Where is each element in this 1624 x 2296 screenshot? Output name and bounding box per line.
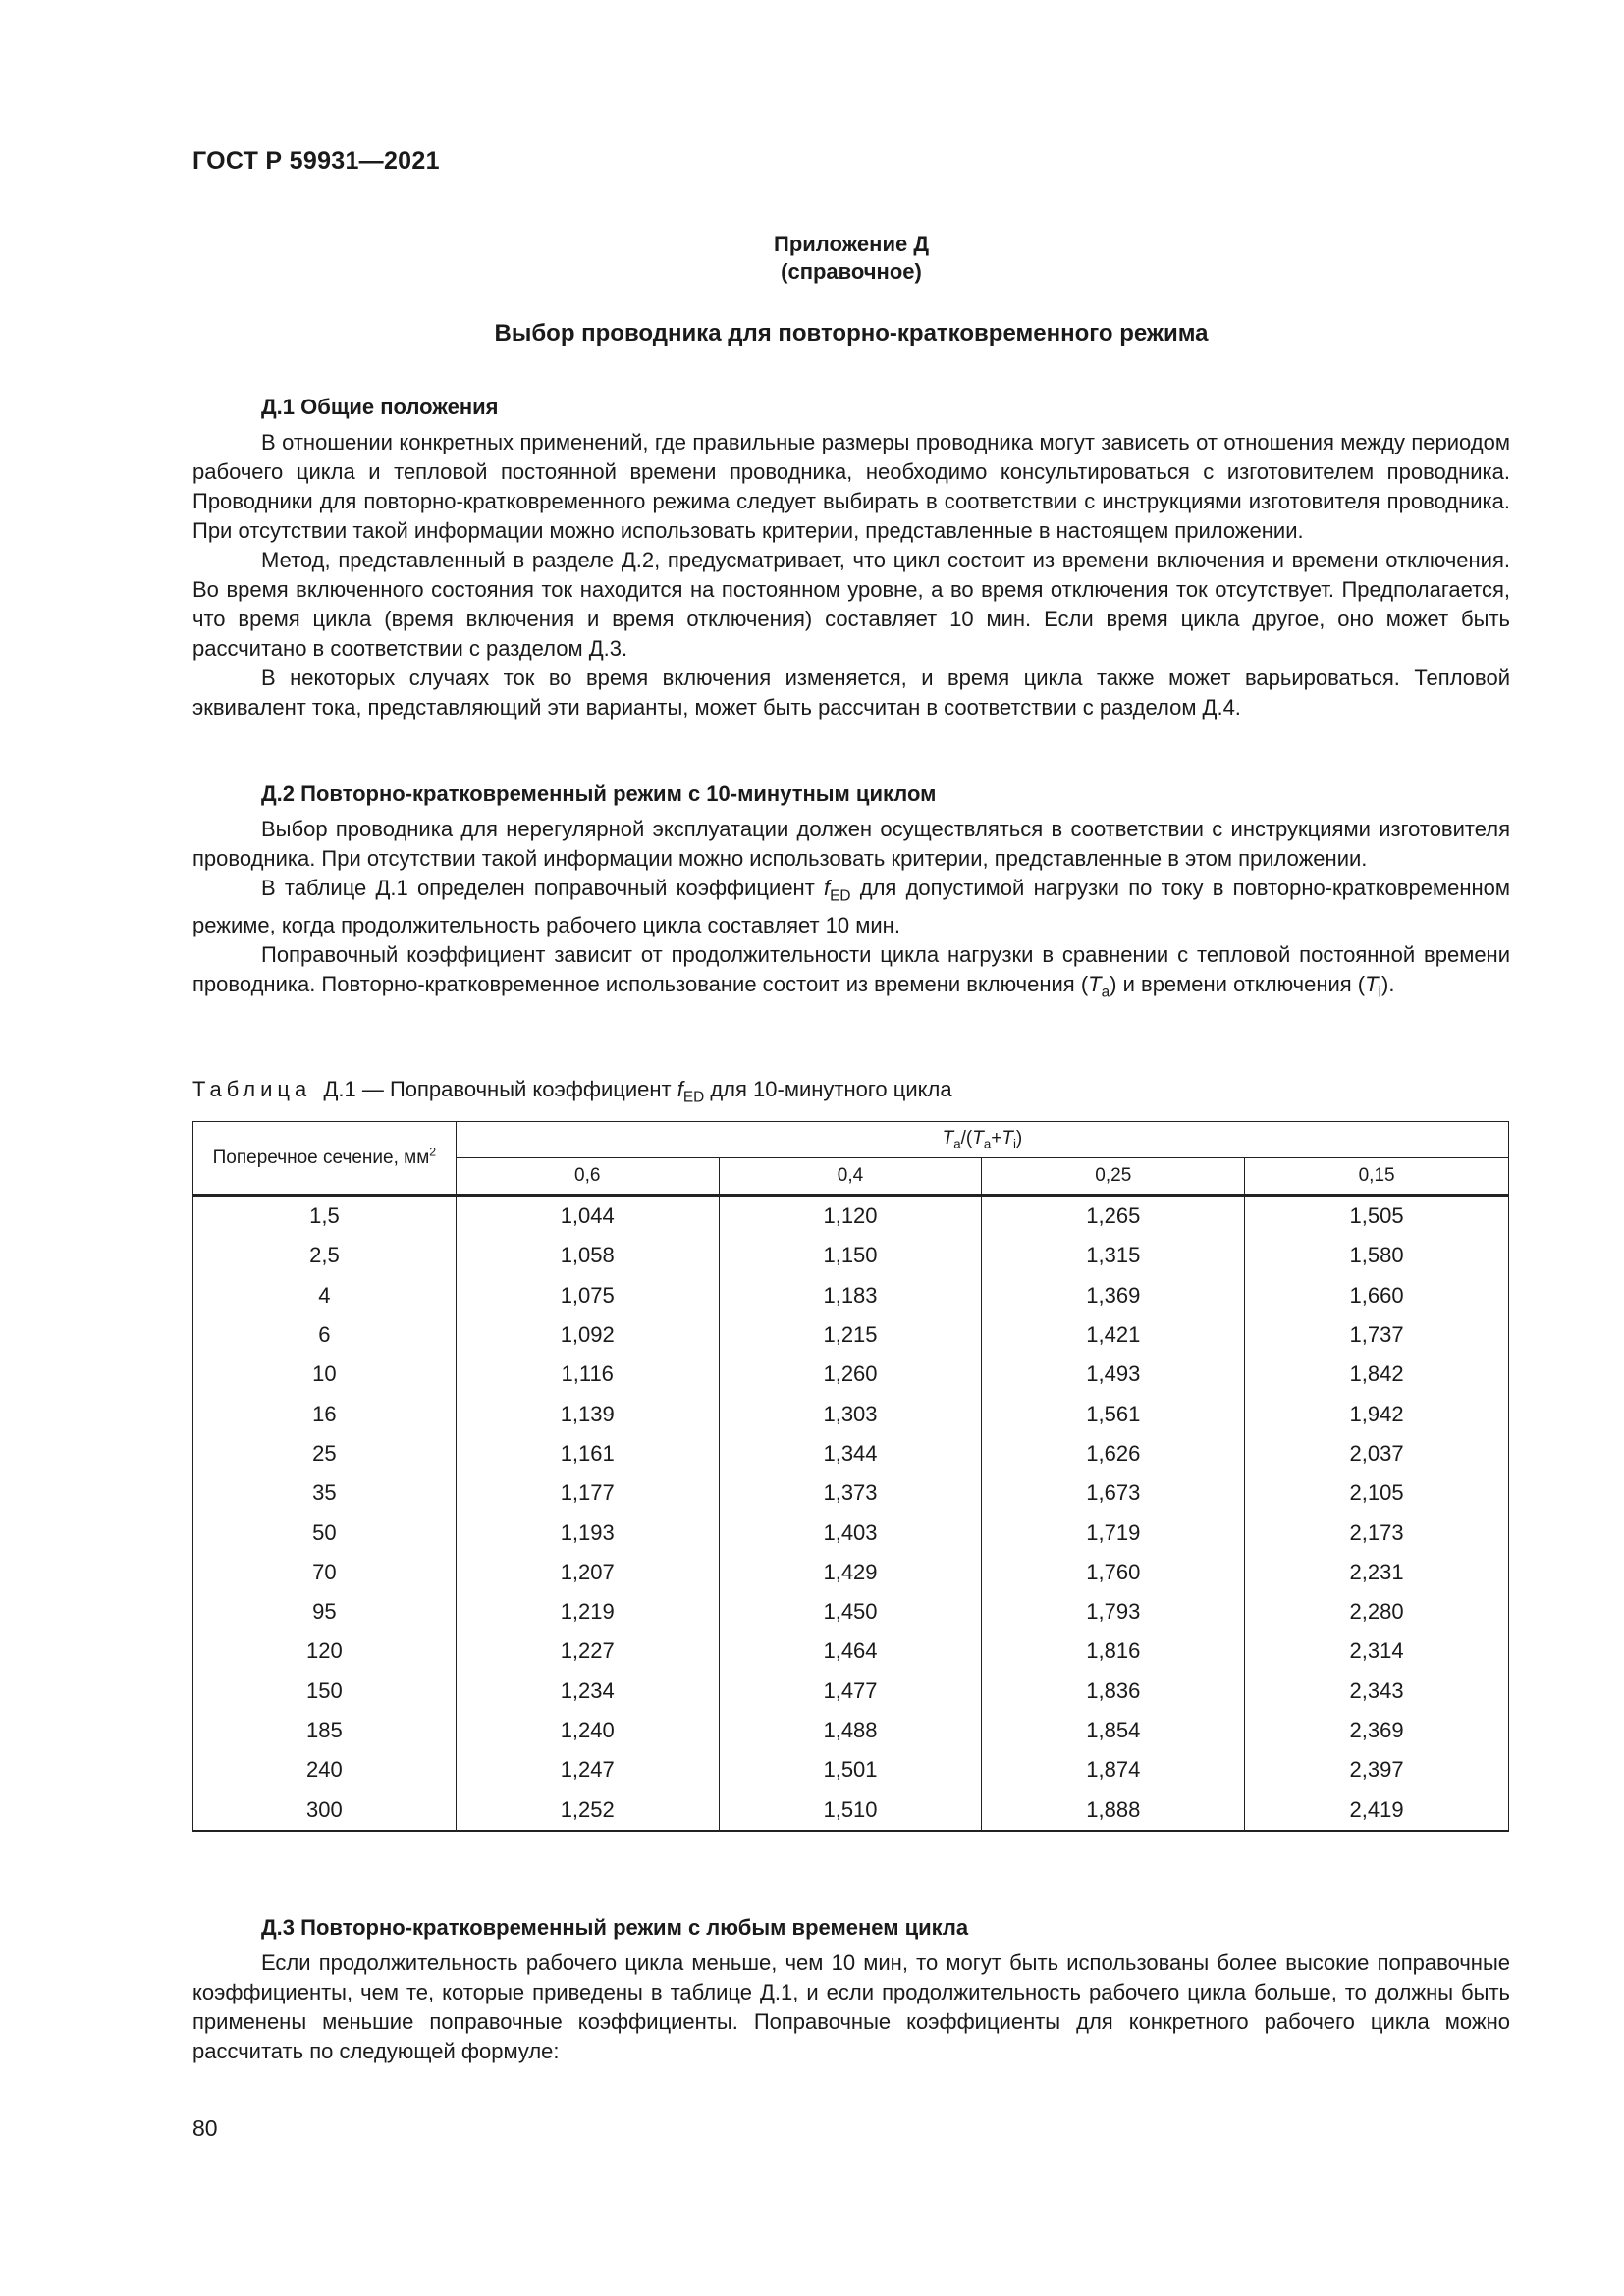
table-row (193, 1789, 1509, 1830)
annex-main-title: Выбор проводника для повторно-кратковременного режима (494, 320, 1209, 347)
section-heading: Д.3 Повторно-кратковременный режим с любым временем цикла (261, 1915, 969, 1940)
table-row (193, 1513, 1509, 1552)
cell-correction-factor: 1,510 (719, 1789, 982, 1830)
annex-title: Приложение Д (774, 232, 929, 256)
variable-t: T (942, 1128, 954, 1149)
header-ratio (456, 1122, 1508, 1158)
variable-subscript: a (953, 1136, 961, 1151)
paragraph: Метод, представленный в разделе Д.2, предусматривает, что цикл состоит из времени включения и времени отключения. Во время включенного состояния ток находится на постоянном уровне, а во время отключения ток отсутствует. Предполагается, что время цикла (время включения и время отключения) составляет 10 мин. Если время цикла другое, оно может быть рассчитано в соответствии с разделом Д.3. (192, 548, 1510, 661)
annex-status: (справочное) (781, 259, 922, 284)
cell-correction-factor: 1,561 (982, 1394, 1245, 1433)
cell-correction-factor: 1,450 (719, 1592, 982, 1631)
standard-header: ГОСТ Р 59931—2021 (192, 147, 440, 175)
cell-correction-factor: 1,193 (456, 1513, 719, 1552)
cell-correction-factor: 1,075 (456, 1276, 719, 1315)
cell-cross-section: 1,5 (193, 1196, 457, 1237)
cell-correction-factor: 1,369 (982, 1276, 1245, 1315)
cell-correction-factor: 1,842 (1245, 1355, 1509, 1394)
cell-correction-factor: 1,719 (982, 1513, 1245, 1552)
header-ratio-value: 0,6 (456, 1158, 719, 1196)
cell-correction-factor: 1,207 (456, 1553, 719, 1592)
cell-cross-section: 150 (193, 1672, 457, 1711)
table-row (193, 1473, 1509, 1513)
variable-t: T (1365, 972, 1379, 997)
text-run: для допустимой нагрузки по току в повторно-кратковременном режиме, когда продолжительность рабочего цикла составляет 10 мин. (192, 876, 1510, 938)
text-run: ) (1015, 1128, 1023, 1149)
cell-correction-factor: 1,493 (982, 1355, 1245, 1394)
cell-correction-factor: 1,247 (456, 1750, 719, 1789)
cell-correction-factor: 1,403 (719, 1513, 982, 1552)
cell-correction-factor: 1,793 (982, 1592, 1245, 1631)
table-row (193, 1711, 1509, 1750)
header-cross-section (193, 1122, 457, 1196)
cell-correction-factor: 1,580 (1245, 1236, 1509, 1275)
cell-correction-factor: 1,488 (719, 1711, 982, 1750)
cell-cross-section: 16 (193, 1394, 457, 1433)
cell-correction-factor: 1,252 (456, 1789, 719, 1830)
cell-correction-factor: 1,874 (982, 1750, 1245, 1789)
paragraph: Если продолжительность рабочего цикла меньше, чем 10 мин, то могут быть использованы более высокие поправочные коэффициенты, чем те, которые приведены в таблице Д.1, и если продолжительность рабочего цикла больше, то должны быть применены меньшие поправочные коэффициенты. Поправочные коэффициенты для конкретного рабочего цикла можно рассчитать по следующей формуле: (192, 1950, 1510, 2063)
cell-correction-factor: 1,265 (982, 1196, 1245, 1237)
cell-correction-factor: 1,183 (719, 1276, 982, 1315)
cell-correction-factor: 2,314 (1245, 1631, 1509, 1671)
cell-correction-factor: 2,037 (1245, 1434, 1509, 1473)
table-row (193, 1315, 1509, 1355)
cell-correction-factor: 1,177 (456, 1473, 719, 1513)
section-d2 (192, 779, 1510, 1008)
cell-cross-section: 4 (193, 1276, 457, 1315)
paragraph (192, 940, 1510, 1007)
table-row (193, 1394, 1509, 1433)
variable-t: T (1088, 972, 1102, 997)
cell-correction-factor: 2,419 (1245, 1789, 1509, 1830)
text-run: /( (960, 1128, 973, 1149)
table-row (193, 1196, 1509, 1237)
cell-correction-factor: 1,854 (982, 1711, 1245, 1750)
cell-correction-factor: 1,464 (719, 1631, 982, 1671)
variable-subscript: a (1101, 984, 1110, 1001)
header-ratio-value: 0,25 (982, 1158, 1245, 1196)
variable-t: T (1001, 1128, 1013, 1149)
cell-correction-factor: 1,373 (719, 1473, 982, 1513)
cell-correction-factor: 1,058 (456, 1236, 719, 1275)
variable-subscript: i (1012, 1136, 1016, 1151)
cell-correction-factor: 2,343 (1245, 1672, 1509, 1711)
table-caption (192, 1077, 952, 1106)
text-run: для 10-минутного цикла (704, 1077, 952, 1101)
variable-subscript: ED (830, 887, 851, 905)
cell-correction-factor: 1,477 (719, 1672, 982, 1711)
cell-correction-factor: 2,231 (1245, 1553, 1509, 1592)
table-row (193, 1276, 1509, 1315)
cell-cross-section: 120 (193, 1631, 457, 1671)
cell-correction-factor: 1,626 (982, 1434, 1245, 1473)
cell-correction-factor: 1,044 (456, 1196, 719, 1237)
cell-correction-factor: 1,260 (719, 1355, 982, 1394)
cell-correction-factor: 2,280 (1245, 1592, 1509, 1631)
text-run: Д.1 — Поправочный коэффициент (323, 1077, 677, 1101)
paragraph: Выбор проводника для нерегулярной эксплуатации должен осуществляться в соответствии с инструкциями изготовителя проводника. При отсутствии такой информации можно использовать критерии, представленные в этом приложении. (192, 817, 1510, 871)
cell-correction-factor: 1,737 (1245, 1315, 1509, 1355)
cell-cross-section: 70 (193, 1553, 457, 1592)
page-number: 80 (192, 2115, 218, 2141)
correction-factor-table (192, 1121, 1509, 1832)
cell-correction-factor: 1,139 (456, 1394, 719, 1433)
cell-correction-factor: 2,397 (1245, 1750, 1509, 1789)
cell-cross-section: 50 (193, 1513, 457, 1552)
cell-correction-factor: 2,105 (1245, 1473, 1509, 1513)
paragraph: В некоторых случаях ток во время включения изменяется, и время цикла также может варьироваться. Тепловой эквивалент тока, представляющий эти варианты, может быть рассчитан в соответствии с разделом Д.4. (192, 666, 1510, 720)
cell-cross-section: 35 (193, 1473, 457, 1513)
table-row (193, 1553, 1509, 1592)
cell-correction-factor: 1,942 (1245, 1394, 1509, 1433)
cell-correction-factor: 1,215 (719, 1315, 982, 1355)
section-heading: Д.1 Общие положения (261, 395, 499, 419)
text-run: + (991, 1128, 1002, 1149)
variable-f: f (824, 876, 831, 900)
variable-subscript: ED (682, 1089, 705, 1106)
table-row (193, 1631, 1509, 1671)
cell-correction-factor: 1,505 (1245, 1196, 1509, 1237)
superscript: 2 (429, 1145, 437, 1159)
text-run: ) и времени отключения ( (1110, 972, 1366, 997)
table-row (193, 1236, 1509, 1275)
cell-correction-factor: 2,369 (1245, 1711, 1509, 1750)
paragraph: В отношении конкретных применений, где правильные размеры проводника могут зависеть от отношения между периодом рабочего цикла и тепловой постоянной времени проводника, необходимо консультироваться с изготовителем проводника. Проводники для повторно-кратковременного режима следует выбирать в соответствии с инструкциями изготовителя проводника. При отсутствии такой информации можно использовать критерии, представленные в настоящем приложении. (192, 430, 1510, 543)
cell-correction-factor: 1,227 (456, 1631, 719, 1671)
variable-subscript: a (983, 1136, 992, 1151)
variable-subscript: i (1378, 984, 1381, 1001)
text-run: В таблице Д.1 определен поправочный коэффициент (261, 876, 825, 900)
cell-correction-factor: 1,836 (982, 1672, 1245, 1711)
caption-label: Таблица (192, 1077, 312, 1101)
cell-cross-section: 6 (193, 1315, 457, 1355)
table-row (193, 1355, 1509, 1394)
text-run: ). (1381, 972, 1395, 997)
cell-correction-factor: 1,120 (719, 1196, 982, 1237)
cell-correction-factor: 1,315 (982, 1236, 1245, 1275)
cell-correction-factor: 1,303 (719, 1394, 982, 1433)
cell-correction-factor: 1,760 (982, 1553, 1245, 1592)
cell-correction-factor: 1,150 (719, 1236, 982, 1275)
cell-cross-section: 300 (193, 1789, 457, 1830)
header-ratio-value: 0,4 (719, 1158, 982, 1196)
cell-correction-factor: 2,173 (1245, 1513, 1509, 1552)
cell-cross-section: 185 (193, 1711, 457, 1750)
section-d1 (192, 393, 1510, 722)
cell-correction-factor: 1,344 (719, 1434, 982, 1473)
cell-correction-factor: 1,116 (456, 1355, 719, 1394)
section-d3 (192, 1913, 1510, 2066)
cell-correction-factor: 1,888 (982, 1789, 1245, 1830)
variable-t: T (972, 1128, 984, 1149)
cell-correction-factor: 1,501 (719, 1750, 982, 1789)
cell-correction-factor: 1,240 (456, 1711, 719, 1750)
cell-cross-section: 10 (193, 1355, 457, 1394)
variable-f: f (677, 1077, 683, 1101)
text-run: Поправочный коэффициент зависит от продолжительности цикла нагрузки в сравнении с тепловой постоянной времени проводника. Повторно-кратковременное использование состоит из времени включения ( (192, 942, 1510, 997)
table-row (193, 1434, 1509, 1473)
paragraph (192, 874, 1510, 940)
table-body (193, 1196, 1509, 1831)
cell-correction-factor: 1,161 (456, 1434, 719, 1473)
section-heading: Д.2 Повторно-кратковременный режим с 10-минутным циклом (261, 781, 937, 806)
cell-cross-section: 95 (193, 1592, 457, 1631)
cell-correction-factor: 1,234 (456, 1672, 719, 1711)
cell-correction-factor: 1,219 (456, 1592, 719, 1631)
cell-correction-factor: 1,421 (982, 1315, 1245, 1355)
cell-correction-factor: 1,660 (1245, 1276, 1509, 1315)
table-row (193, 1592, 1509, 1631)
text-run: Поперечное сечение, мм (212, 1147, 430, 1168)
cell-cross-section: 2,5 (193, 1236, 457, 1275)
cell-correction-factor: 1,092 (456, 1315, 719, 1355)
cell-correction-factor: 1,673 (982, 1473, 1245, 1513)
cell-correction-factor: 1,429 (719, 1553, 982, 1592)
table-row (193, 1750, 1509, 1789)
cell-cross-section: 25 (193, 1434, 457, 1473)
cell-correction-factor: 1,816 (982, 1631, 1245, 1671)
header-ratio-value: 0,15 (1245, 1158, 1509, 1196)
cell-cross-section: 240 (193, 1750, 457, 1789)
table-row (193, 1672, 1509, 1711)
